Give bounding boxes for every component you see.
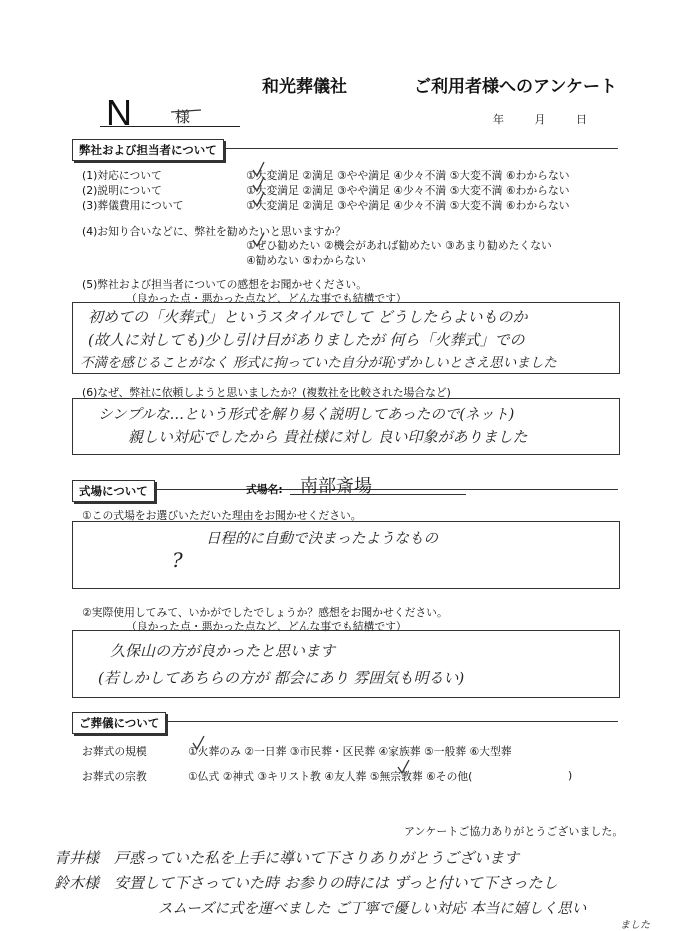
recommend-options-1: ①ぜひ勧めたい ②機会があれば勧めたい ③あまり勧めたくない [246, 239, 552, 252]
check-mark-icon [250, 231, 268, 249]
venue-name: 南部斎場 [300, 476, 372, 497]
question-mark: ? [172, 548, 183, 572]
question-recommend: (4)お知り合いなどに、弊社を勧めたいと思いますか？ [82, 225, 346, 238]
row-label-explanation: (2)説明について [82, 184, 162, 197]
question-why-chosen: (6)なぜ、弊社に依頼しようと思いましたか？(複数社を比較された場合など) [82, 386, 451, 399]
date-fields [493, 111, 614, 127]
company-name: 和光葬儀社 [262, 77, 347, 97]
funeral-scale-label: お葬式の規模 [82, 745, 147, 758]
handwritten-note-line: 青井様 戸惑っていた私を上手に導いて下さりありがとうございます [54, 849, 520, 867]
handwritten-answer-line: 久保山の方が良かったと思います [110, 642, 336, 660]
check-mark-icon [395, 758, 413, 776]
strike-mark-icon [169, 104, 203, 120]
check-mark-icon [190, 734, 208, 752]
row-label-cost: (3)葬儀費用について [82, 199, 184, 212]
handwritten-answer-line: (若しかしてあちらの方が 都会にあり 雰囲気も明るい) [98, 669, 465, 687]
row-label-response: (1)対応について [82, 169, 162, 182]
row-options-response: ①大変満足 ②満足 ③やや満足 ④少々不満 ⑤大変不満 ⑥わからない [246, 169, 570, 182]
funeral-religion-close: ) [568, 769, 573, 782]
handwritten-answer-line: 初めての「火葬式」というスタイルでして どうしたらよいものか [88, 308, 528, 326]
date-year-label: 年 [493, 113, 504, 126]
honorific [175, 106, 190, 127]
question-venue-impression: ②実際使用してみて、いかがでしたでしょうか？感想をお聞かせください。 [82, 606, 448, 619]
customer-name: N [106, 92, 132, 133]
thank-you-message: アンケートご協力ありがとうございました。 [404, 825, 624, 838]
recommend-options-2: ④勧めない ⑤わからない [246, 254, 366, 267]
venue-label: 式場名: [246, 483, 283, 496]
funeral-religion-options: ①仏式 ②神式 ③キリスト教 ④友人葬 ⑤無宗教葬 ⑥その他( [188, 770, 473, 783]
date-day-label: 日 [576, 113, 587, 126]
funeral-scale-options: ①火葬のみ ②一日葬 ③市民葬・区民葬 ④家族葬 ⑤一般葬 ⑥大型葬 [188, 745, 512, 758]
check-mark-icon [250, 160, 270, 220]
question-venue-reason: ①この式場をお選びいただいた理由をお聞かせください。 [82, 509, 362, 522]
handwritten-note-line: ました [620, 920, 650, 931]
question-impressions: (5)弊社および担当者についての感想をお聞かせください。 [82, 278, 367, 291]
row-options-explanation: ①大変満足 ②満足 ③やや満足 ④少々不満 ⑤大変不満 ⑥わからない [246, 184, 570, 197]
section-heading-funeral: ご葬儀について [72, 712, 166, 734]
section-heading-venue: 式場について [72, 480, 155, 502]
handwritten-answer-line: 不満を感じることがなく 形式に拘っていた自分が恥ずかしいとさえ思いました [80, 355, 557, 371]
handwritten-note-line: 鈴木様 安置して下さっていた時 お参りの時には ずっと付いて下さったし [54, 874, 558, 892]
handwritten-answer-line: 日程的に自動で決まったようなもの [206, 531, 438, 547]
honorific-text: 様 [175, 108, 191, 126]
handwritten-note-line: スムーズに式を運べました ご丁寧で優しい対応 本当に嬉しく思い [158, 901, 587, 917]
survey-title: ご利用者様へのアンケート [414, 77, 617, 97]
question-venue-impression-sub: （良かった点・悪かった点など、どんな事でも結構です） [126, 620, 407, 633]
handwritten-answer-line: シンプルな…という形式を解り易く説明してあったので(ネット) [98, 407, 515, 423]
section-heading-staff: 弊社および担当者について [72, 139, 224, 161]
handwritten-answer-line: 親しい対応でしたから 貴社様に対し 良い印象がありました [128, 428, 528, 446]
venue-underline [290, 494, 466, 495]
funeral-religion-label: お葬式の宗教 [82, 770, 147, 783]
name-underline [100, 126, 240, 127]
date-month-label: 月 [534, 113, 546, 126]
handwritten-answer-line: (故人に対しても)少し引け目がありましたが 何ら「火葬式」での [88, 331, 525, 349]
row-options-cost: ①大変満足 ②満足 ③やや満足 ④少々不満 ⑤大変不満 ⑥わからない [246, 199, 570, 212]
question-impressions-sub: （良かった点・悪かった点など、どんな事でも結構です） [126, 292, 407, 305]
